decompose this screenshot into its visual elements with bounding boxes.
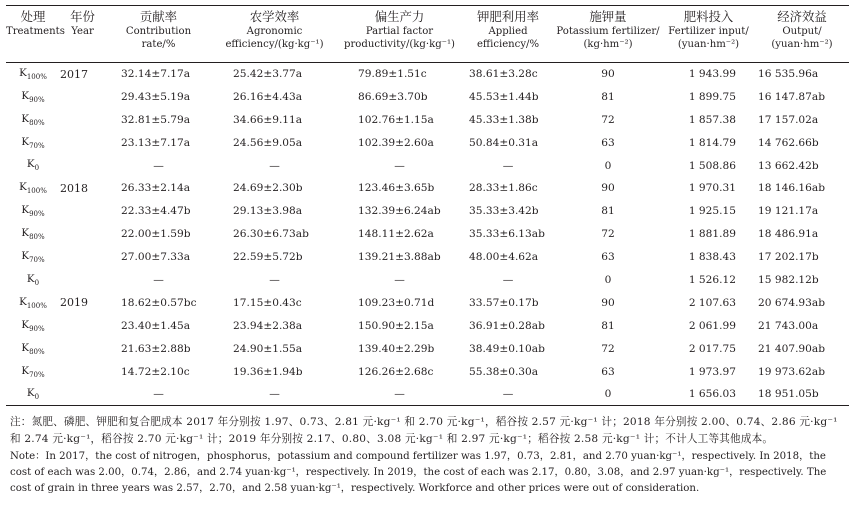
table-row (6, 291, 849, 314)
cell-treatment: $K_{80\%}$ (21, 112, 45, 127)
column-header-zh: 处理 (20, 9, 46, 24)
cell-applied: 36.91±0.28ab (469, 319, 545, 332)
cell-output: 20 674.93ab (758, 296, 826, 309)
cell-treatment: $K_0$ (26, 158, 40, 173)
cell-contribution: 23.13±7.17a (121, 136, 191, 149)
cell-potassium: 72 (601, 113, 615, 126)
cell-potassium: 63 (601, 251, 615, 264)
cell-input: 1 925.15 (688, 205, 736, 218)
cell-output: 21 743.00a (758, 319, 819, 332)
cell-agronomic: 34.66±9.11a (233, 113, 303, 126)
column-header-en: Potassium fertilizer/ (556, 26, 660, 37)
column-header-zh: 偏生产力 (374, 9, 425, 24)
column-header-en: (yuan·hm⁻²) (677, 39, 740, 50)
table-row (6, 154, 849, 177)
cell-potassium: 81 (601, 90, 615, 103)
cell-agronomic: — (269, 159, 280, 172)
cell-applied: 55.38±0.30a (469, 365, 539, 378)
cell-treatment: $K_0$ (26, 387, 40, 402)
cell-contribution: 14.72±2.10c (121, 365, 190, 378)
cell-input: 1 656.03 (688, 388, 736, 401)
cell-treatment: $K_{70\%}$ (21, 250, 45, 265)
table-row (6, 63, 849, 86)
cell-output: 13 662.42b (758, 159, 819, 172)
cell-contribution: 26.33±2.14a (121, 182, 191, 195)
cell-input: 1 508.86 (688, 159, 736, 172)
column-header-en: Output/ (782, 26, 822, 37)
cell-treatment: $K_{90\%}$ (21, 318, 45, 333)
results-table (6, 5, 849, 406)
column-header-zh: 经济效益 (777, 9, 827, 24)
table-row (6, 177, 849, 200)
cell-applied: 48.00±4.62a (469, 251, 539, 264)
note-chinese: 注：氮肥、磷肥、钾肥和复合肥成本 2017 年分别按 1.97、0.73、2.81 元·kg⁻¹ 和 2.70 元·kg⁻¹，稻谷按 2.57 元·kg⁻¹ 计；2018 年分别按 2.00、0.74、2.86 元·kg⁻¹ 和 2.74 元·kg⁻¹，稻谷按 2.70 元·kg⁻¹ 计；2019 年分别按 2.17、0.80、3.08 元·kg⁻¹ 和 2.97 元·kg⁻¹；稻谷按 2.58 元·kg⁻¹ 计；不计人工等其他成本。 (10, 416, 838, 445)
cell-input: 2 107.63 (688, 296, 736, 309)
cell-agronomic: 25.42±3.77a (233, 68, 303, 81)
cell-output: 15 982.12b (758, 273, 819, 286)
column-header-zh: 钾肥利用率 (477, 9, 539, 24)
cell-partial: 109.23±0.71d (358, 296, 435, 309)
column-header-en: Agronomic (246, 26, 303, 37)
cell-year (60, 154, 105, 177)
table-row (6, 131, 849, 154)
cell-partial: — (394, 273, 405, 286)
column-header-en: (kg·hm⁻²) (583, 39, 633, 50)
cell-potassium: 81 (601, 319, 615, 332)
cell-contribution: — (153, 388, 164, 401)
column-header (554, 6, 662, 63)
column-header (60, 6, 105, 63)
cell-output: 19 121.17a (758, 205, 819, 218)
column-header-en: efficiency/(kg·kg⁻¹) (225, 39, 324, 50)
cell-input: 1 899.75 (688, 90, 736, 103)
cell-input: 2 061.99 (688, 319, 736, 332)
cell-input: 1 973.97 (688, 365, 736, 378)
cell-contribution: 22.00±1.59b (121, 228, 191, 241)
cell-input: 1 838.43 (688, 251, 736, 264)
cell-treatment: $K_{90\%}$ (21, 89, 45, 104)
table-header (6, 6, 849, 63)
cell-year (60, 200, 105, 223)
column-header-zh: 贡献率 (139, 9, 178, 24)
cell-treatment: $K_{70\%}$ (21, 135, 45, 150)
cell-partial: — (394, 159, 405, 172)
cell-contribution: 21.63±2.88b (121, 342, 191, 355)
cell-partial: 123.46±3.65b (358, 182, 435, 195)
table-row (6, 108, 849, 131)
cell-year: 2017 (60, 67, 88, 81)
cell-agronomic: 19.36±1.94b (233, 365, 303, 378)
cell-partial: 102.76±1.15a (358, 113, 434, 126)
cell-applied: 45.53±1.44b (469, 90, 539, 103)
cell-year: 2018 (60, 181, 88, 195)
cell-applied: — (502, 273, 514, 286)
cell-output: 19 973.62ab (758, 365, 826, 378)
cell-contribution: 23.40±1.45a (121, 319, 191, 332)
column-header (105, 6, 212, 63)
cell-agronomic: 29.13±3.98a (233, 205, 303, 218)
table-row (6, 246, 849, 269)
cell-potassium: 90 (601, 182, 615, 195)
cell-applied: 38.49±0.10ab (469, 342, 545, 355)
cell-agronomic: — (269, 273, 280, 286)
cell-treatment: $K_{100\%}$ (19, 295, 47, 310)
cell-partial: — (394, 388, 405, 401)
table-body (6, 63, 849, 406)
cell-potassium: 0 (604, 159, 612, 172)
cell-potassium: 72 (601, 228, 615, 241)
cell-applied: 50.84±0.31a (469, 136, 539, 149)
cell-contribution: 27.00±7.33a (121, 251, 191, 264)
table-row (6, 223, 849, 246)
cell-partial: 148.11±2.62a (358, 228, 434, 241)
column-header-en: Treatments (6, 26, 65, 37)
cell-output: 16 147.87ab (758, 90, 826, 103)
column-header-zh: 年份 (70, 9, 95, 24)
cell-applied: — (502, 159, 514, 172)
cell-agronomic: 24.90±1.55a (233, 342, 303, 355)
column-header-en: Partial factor (365, 26, 434, 37)
cell-input: 1 814.79 (688, 136, 736, 149)
cell-input: 1 857.38 (688, 113, 736, 126)
cell-input: 1 881.89 (688, 228, 736, 241)
cell-partial: 79.89±1.51c (358, 68, 427, 81)
cell-applied: 35.33±6.13ab (469, 228, 545, 241)
cell-potassium: 0 (604, 388, 612, 401)
cell-input: 2 017.75 (688, 342, 736, 355)
column-header-en: Contribution (125, 26, 192, 37)
cell-potassium: 90 (601, 296, 615, 309)
cell-partial: 139.40±2.29b (358, 342, 435, 355)
column-header-zh: 施钾量 (589, 9, 627, 24)
cell-year (60, 246, 105, 269)
table-row (6, 383, 849, 406)
cell-potassium: 81 (601, 205, 615, 218)
cell-treatment: $K_{100\%}$ (19, 67, 47, 82)
table-row (6, 337, 849, 360)
cell-contribution: — (153, 159, 164, 172)
cell-agronomic: 17.15±0.43c (233, 296, 302, 309)
table-row (6, 269, 849, 292)
cell-input: 1 526.12 (688, 273, 736, 286)
cell-output: 16 535.96a (758, 68, 819, 81)
cell-output: 21 407.90ab (758, 342, 826, 355)
cell-treatment: $K_{70\%}$ (21, 364, 45, 379)
column-header-zh: 农学效率 (249, 9, 300, 24)
cell-partial: 132.39±6.24ab (358, 205, 441, 218)
cell-treatment: $K_{90\%}$ (21, 204, 45, 219)
cell-agronomic: 24.56±9.05a (233, 136, 303, 149)
cell-output: 17 157.02a (758, 113, 819, 126)
cell-output: 18 146.16ab (758, 182, 826, 195)
cell-partial: 139.21±3.88ab (358, 251, 441, 264)
cell-applied: 28.33±1.86c (469, 182, 538, 195)
cell-partial: 126.26±2.68c (358, 365, 434, 378)
column-header (6, 6, 65, 63)
cell-partial: 86.69±3.70b (358, 90, 428, 103)
cell-applied: — (502, 388, 514, 401)
column-header (337, 6, 462, 63)
cell-output: 17 202.17b (758, 251, 819, 264)
column-header-en: efficiency/% (476, 39, 540, 50)
cell-treatment: $K_{100\%}$ (19, 181, 47, 196)
cell-potassium: 0 (604, 273, 612, 286)
column-header-zh: 肥料投入 (683, 9, 734, 24)
column-header (755, 6, 849, 63)
table-row (6, 200, 849, 223)
table-row (6, 85, 849, 108)
column-header-en: rate/% (141, 39, 176, 50)
cell-year: 2019 (60, 296, 88, 310)
column-header-en: (yuan·hm⁻²) (771, 39, 833, 50)
cell-year (60, 360, 105, 383)
table-row (6, 360, 849, 383)
cell-year (60, 383, 105, 406)
cell-contribution: 22.33±4.47b (121, 205, 191, 218)
cell-year (60, 269, 105, 292)
cell-contribution: 18.62±0.57bc (121, 296, 197, 309)
cell-applied: 45.33±1.38b (469, 113, 539, 126)
cell-output: 18 951.05b (758, 388, 819, 401)
cell-partial: 102.39±2.60a (358, 136, 434, 149)
cell-potassium: 72 (601, 342, 615, 355)
cell-agronomic: — (269, 388, 280, 401)
cell-input: 1 970.31 (688, 182, 736, 195)
cell-potassium: 63 (601, 136, 615, 149)
cell-agronomic: 23.94±2.38a (233, 319, 303, 332)
column-header-en: productivity/(kg·kg⁻¹) (344, 39, 455, 50)
cell-output: 18 486.91a (758, 228, 819, 241)
table-row (6, 314, 849, 337)
cell-potassium: 63 (601, 365, 615, 378)
cell-potassium: 90 (601, 68, 615, 81)
cell-agronomic: 24.69±2.30b (233, 182, 303, 195)
cell-treatment: $K_{80\%}$ (21, 341, 45, 356)
cell-contribution: — (153, 273, 164, 286)
cell-agronomic: 26.16±4.43a (233, 90, 303, 103)
note-english: Note：In 2017，the cost of nitrogen，phosphorus，potassium and compound fertilizer was 1.97，0.73，2.81，and 2.70 yuan·kg⁻¹，respectively. In 2018，the cost of each was 2.00，0.74，2.86，and 2.74 yuan·kg⁻¹，respectively. In 2019，the cost of each was 2.17，0.80，3.08，and 2.97 yuan·kg⁻¹，respectively. The cost of grain in three years was 2.57，2.70，and 2.58 yuan·kg⁻¹，respectively. Workforce and other prices were out of consideration. (10, 451, 827, 494)
column-header (662, 6, 755, 63)
column-header (462, 6, 554, 63)
table-notes (10, 414, 846, 496)
cell-applied: 38.61±3.28c (469, 68, 538, 81)
cell-agronomic: 26.30±6.73ab (233, 228, 309, 241)
cell-contribution: 32.81±5.79a (121, 113, 191, 126)
cell-year (60, 223, 105, 246)
column-header-en: Year (71, 26, 94, 37)
cell-year (60, 314, 105, 337)
cell-applied: 35.33±3.42b (469, 205, 539, 218)
cell-input: 1 943.99 (688, 68, 736, 81)
cell-output: 14 762.66b (758, 136, 819, 149)
cell-year (60, 85, 105, 108)
column-header-en: Applied (488, 26, 528, 37)
cell-treatment: $K_0$ (26, 272, 40, 287)
cell-year (60, 108, 105, 131)
cell-applied: 33.57±0.17b (469, 296, 539, 309)
cell-contribution: 29.43±5.19a (121, 90, 191, 103)
column-header (212, 6, 337, 63)
cell-contribution: 32.14±7.17a (121, 68, 191, 81)
column-header-en: Fertilizer input/ (668, 26, 749, 37)
cell-treatment: $K_{80\%}$ (21, 227, 45, 242)
cell-year (60, 337, 105, 360)
cell-partial: 150.90±2.15a (358, 319, 434, 332)
cell-agronomic: 22.59±5.72b (233, 251, 303, 264)
cell-year (60, 131, 105, 154)
